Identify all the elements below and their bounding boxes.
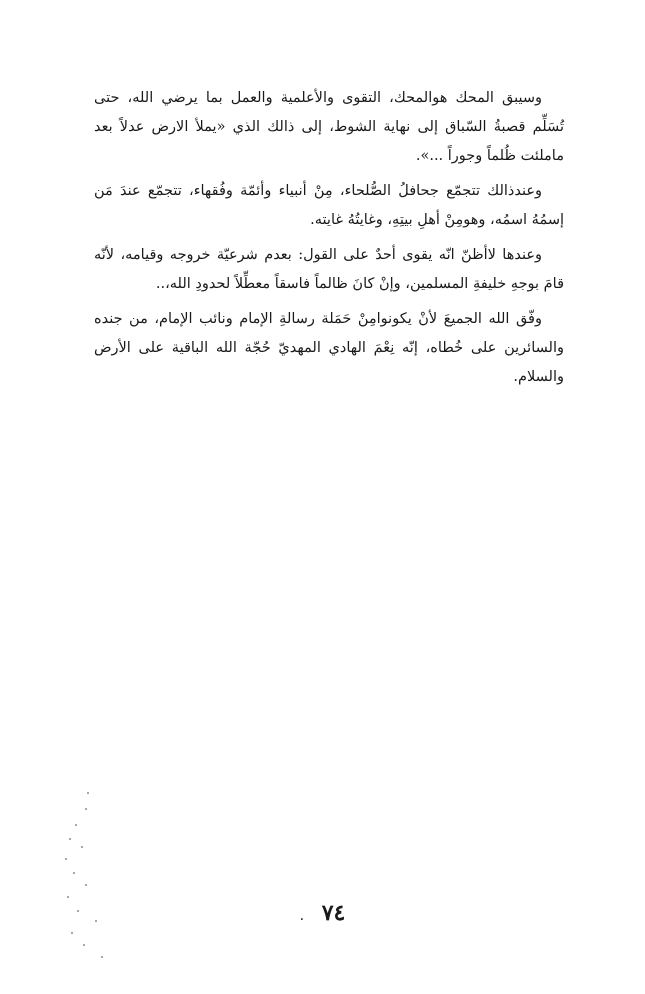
paragraph-3: وعندها لاأظنّ انّه يقوى أحدٌ على القول: بعدم شرعيّة خروجه وقيامه، لأنّه قامَ بوجهِ خليفةِ المسلمين، وإنْ كانَ ظالماً فاسقاً معطِّلاً لحدودِ الله،..: [94, 247, 564, 292]
margin-specks: [55, 780, 125, 970]
page-number-value: ٧٤: [321, 900, 346, 926]
page-number: [0, 900, 645, 926]
paragraph-4: وفّق الله الجميعَ لأنْ يكونوامِنْ حَمَلة رسالةِ الإمام ونائب الإمام، من جنده والسائرين على خُطاه، إنّه نِعْمَ الهادي المهديّ حُجّة الله الباقية على الأرض والسلام.: [94, 311, 564, 385]
paragraph-2: وعندذالك تتجمّع جحافلُ الصُّلحاء، مِنْ أنبياء وأئمّة وفُقهاء، تتجمّع عندَ مَن إسمُهُ اسمُه، وهومِنْ أهلِ بيتِهِ، وغايتُهُ غايته.: [94, 183, 564, 228]
paragraph-1: وسيبق المحك هوالمحك، التقوى والأعلمية والعمل بما يرضي الله، حتى تُسَلِّم قصبةُ السّباق إلى نهاية الشوط، إلى ذالك الذي «يملأ الارض عدلاً بعد ماملئت ظُلماً وجوراً ...».: [94, 90, 564, 164]
body-text: [94, 84, 564, 398]
page-number-mark: .: [299, 908, 305, 924]
